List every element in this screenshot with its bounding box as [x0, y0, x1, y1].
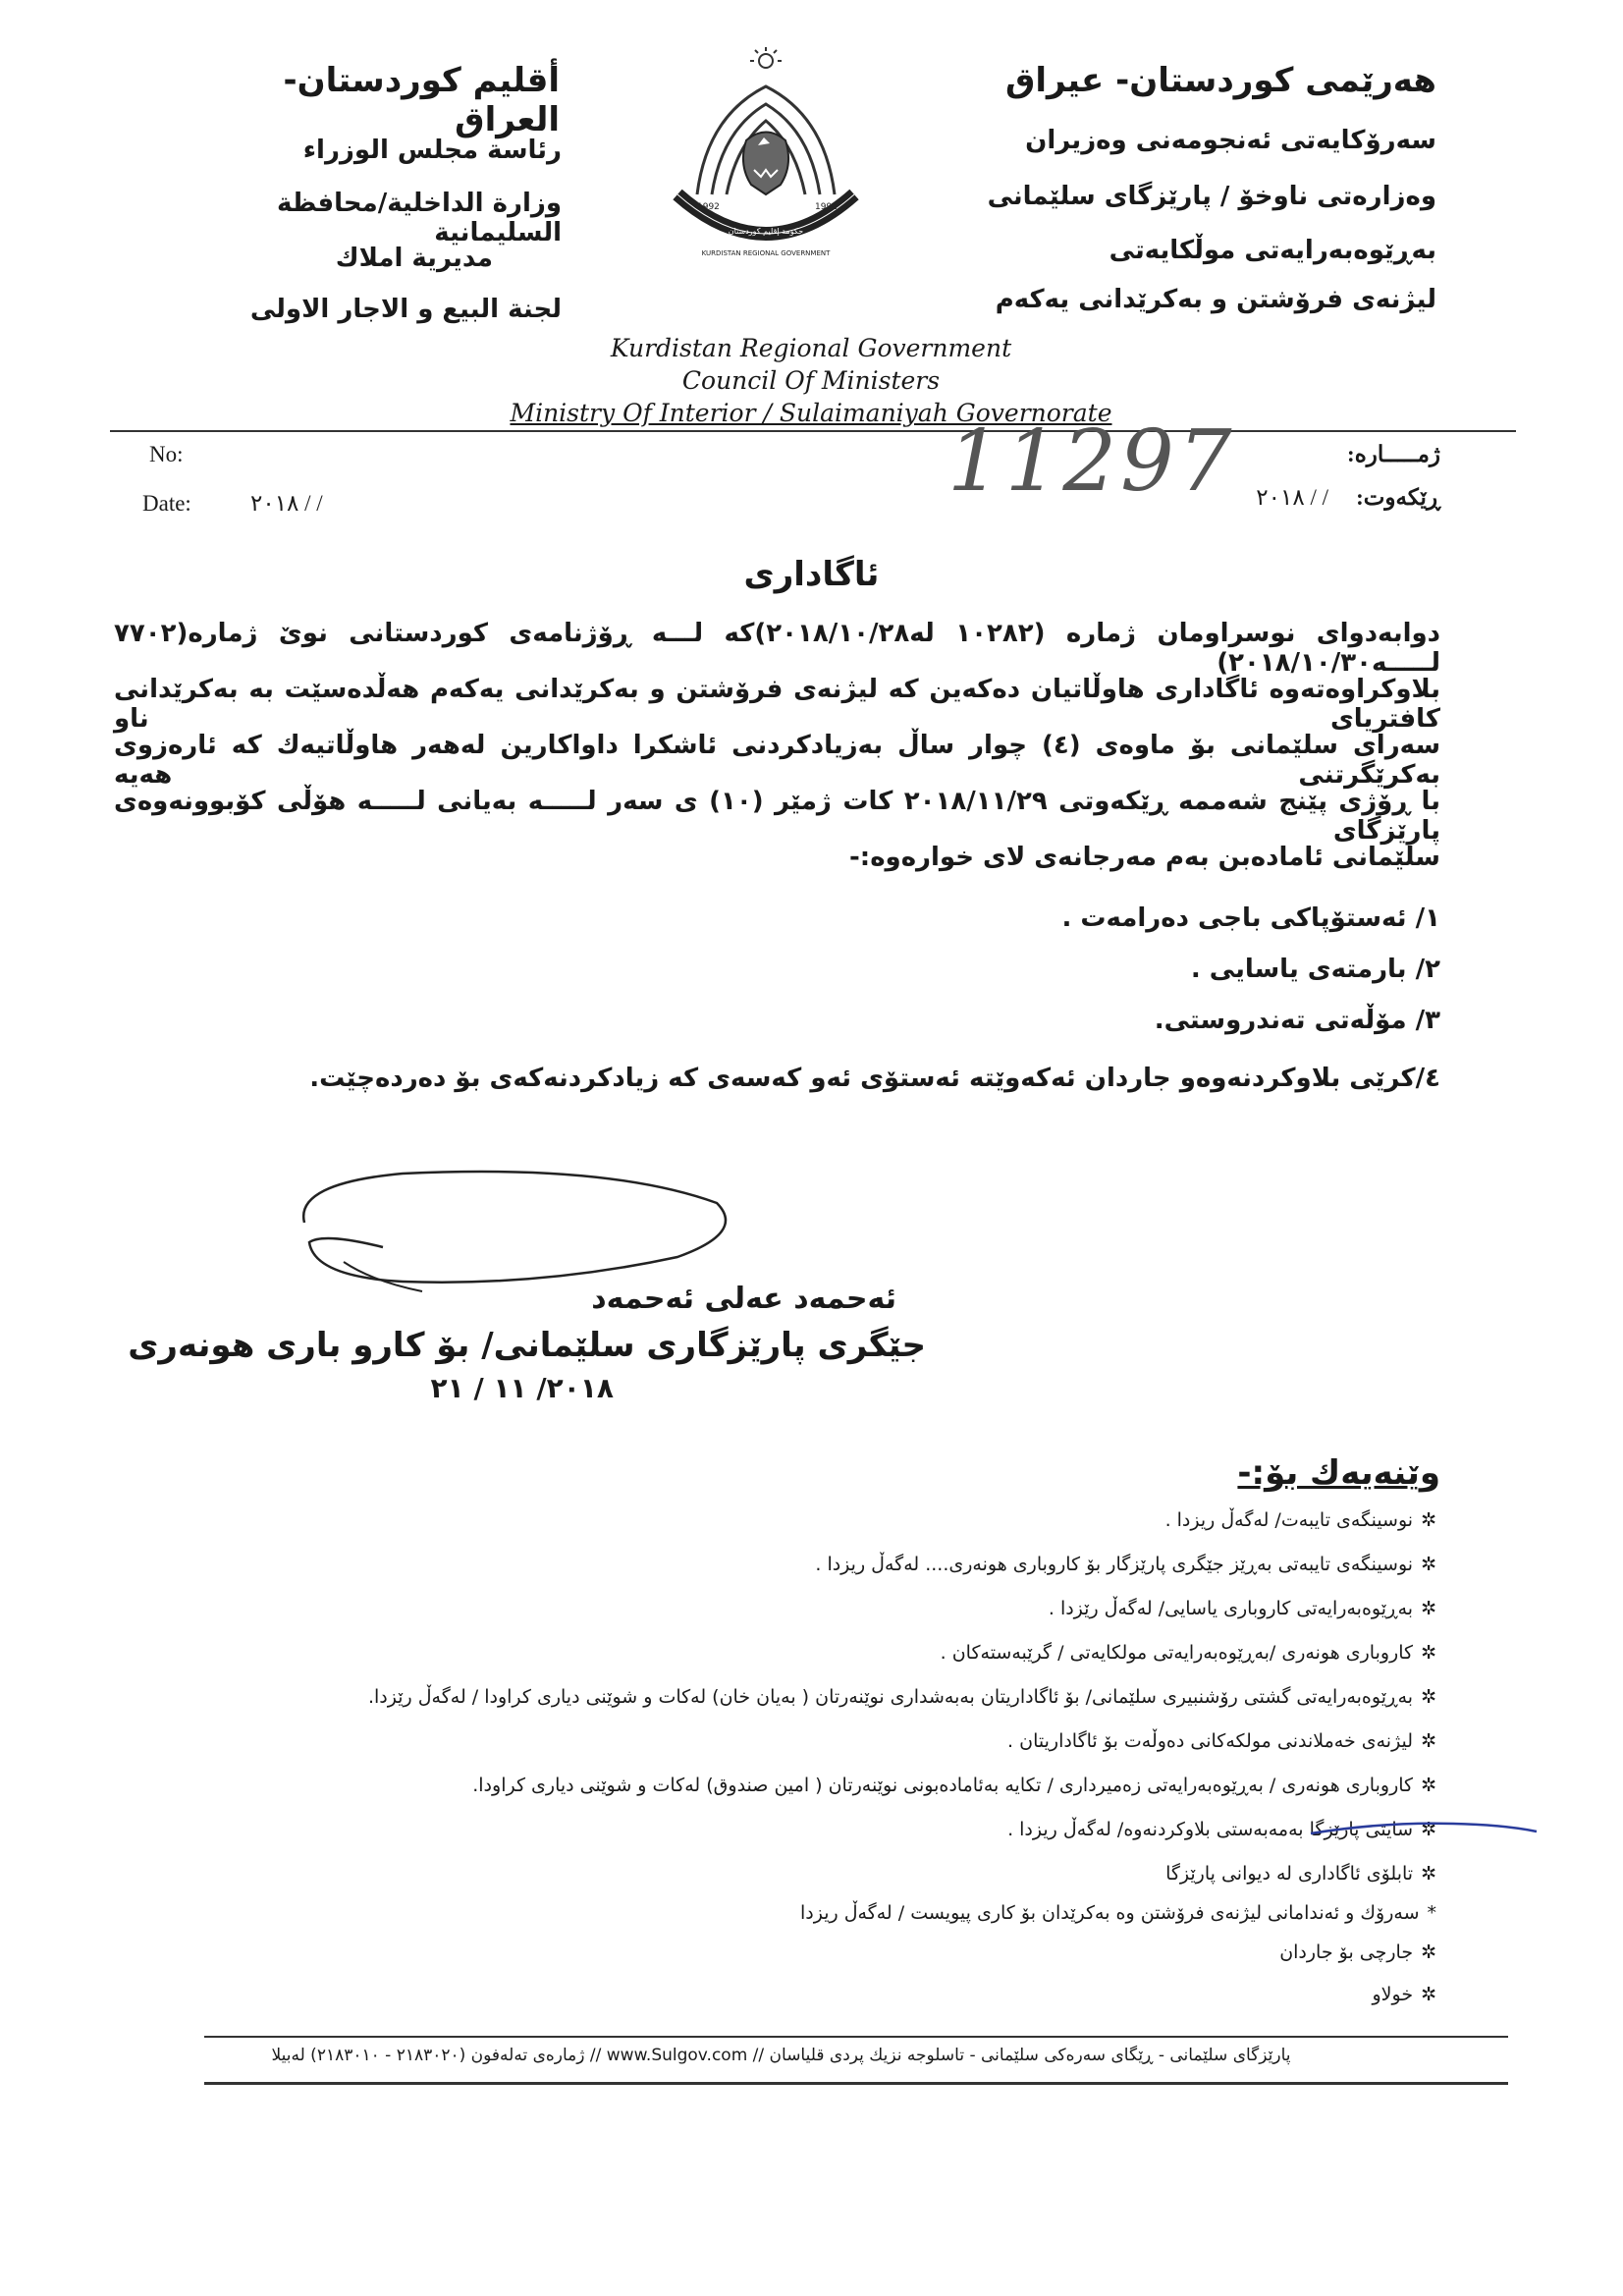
bullet-icon: *: [1427, 1902, 1436, 1924]
date-label-en: Date:: [142, 491, 191, 516]
cc-item: ✲بەڕێوەبەرایەتی كاروباری یاسایی/ لەگەڵ رێزدا .: [1048, 1598, 1436, 1619]
footer-divider-top: [204, 2036, 1508, 2038]
header-arabic-line-4: لجنة البيع و الاجار الاولى: [249, 295, 562, 324]
emblem-icon: [648, 47, 884, 268]
condition-item-3: ٣/ مۆڵەتی تەندروستی.: [1154, 1006, 1440, 1035]
signatory-name: ئەحمەد عەلی ئەحمەد: [591, 1282, 896, 1316]
condition-item-4: ٤/كرێی بلاوكردنەوەو جاردان ئەكەوێتە ئەستۆی ئەو كەسەی كە زیادكردنەكەی بۆ دەردەچێت.: [309, 1064, 1440, 1093]
cc-item: ✲لیژنەی خەملاندنی مولكەكانی دەوڵەت بۆ ئاگاداریتان .: [1007, 1730, 1436, 1752]
bullet-icon: ✲: [1421, 1686, 1436, 1708]
header-kurdish-line-3: بەڕێوەبەرایەتی موڵکایەتی: [1109, 236, 1436, 265]
cc-item: ✲كاروباری هونەری / بەڕێوەبەرایەتی زەمیرداری / تكایە بەئامادەبونی نوێنەرتان ( امین صندوق) لەكات و شوێنی دیاری كراودا.: [472, 1775, 1436, 1796]
seal-arabic-text: حكومة إقليم كوردستان: [728, 227, 804, 236]
footer-contact: پارێزگای سلێمانی - ڕێگای سەرەكی سلێمانی - تاسلوجە نزیك پردی قلیاسان // www.Sulgov.com // ژمارەی تەلەفون (٢١٨٣٠٢٠ - ٢١٨٣٠١٠) لەبیلا: [271, 2046, 1291, 2065]
cc-item: ✲نوسینگەی تایبەتی بەڕێز جێگری پارێزگار بۆ كاروباری هونەری.... لەگەڵ ریزدا .: [815, 1554, 1436, 1575]
header-kurdish-line-1: سەرۆکایەتی ئەنجومەنی وەزیران: [1025, 126, 1436, 155]
header-english-line-3: Ministry Of Interior / Sulaimaniyah Governorate: [510, 399, 1112, 427]
handwritten-document-number: 11297: [947, 412, 1236, 511]
pen-strikethrough-mark: [1306, 1812, 1542, 1841]
kurdistan-emblem-seal: [648, 47, 884, 268]
signatory-title: جێگری پارێزگاری سلێمانی/ بۆ كارو باری هونەری: [128, 1326, 926, 1365]
bullet-icon: ✲: [1421, 1984, 1436, 2005]
seal-year-right: 1992: [815, 202, 838, 212]
number-label-en: No:: [149, 442, 184, 466]
header-arabic-line-3: مديرية املاك: [335, 244, 493, 273]
cc-item: ✲كاروباری هونەری /بەڕێوەبەرایەتی مولكایەتی / گرێبەستەكان .: [940, 1642, 1436, 1664]
header-arabic-line-1: رئاسة مجلس الوزراء: [302, 136, 562, 165]
bullet-icon: ✲: [1421, 1598, 1436, 1619]
header-kurdish-line-2: وەزارەتی ناوخۆ / پارێزگای سلێمانی: [987, 182, 1436, 211]
bullet-icon: ✲: [1421, 1554, 1436, 1575]
paragraph-line-3: سەرای سلێمانی بۆ ماوەی (٤) چوار ساڵ بەزیادكردنی ئاشكرا داواكارین لەهەر هاوڵاتیەك كە ئارەزوی بەكرێگرتنی هەیە: [114, 731, 1441, 790]
cc-item: ✲جارچی بۆ جاردان: [1279, 1941, 1436, 1963]
date-value-en: / / ٢٠١٨: [250, 491, 323, 516]
footer-divider-bottom: [204, 2082, 1508, 2085]
cc-item: ✲خولاو: [1372, 1984, 1436, 2005]
bullet-icon: ✲: [1421, 1941, 1436, 1963]
cc-item: ✲بەڕێوەبەرایەتی گشتی رۆشنبیری سلێمانی/ بۆ ئاگاداریتان بەبەشداری نوێنەرتان ( بەیان خان) لەكات و شوێنی دیاری كراودا / لەگەڵ رێزدا.: [367, 1686, 1436, 1708]
cc-item: ✲نوسینگەی تایبەت/ لەگەڵ ریزدا .: [1164, 1509, 1436, 1531]
cc-item: *سەرۆك و ئەندامانی لیژنەی فرۆشتن وە بەكرێدان بۆ كاری پیویست / لەگەڵ ریزدا: [799, 1902, 1436, 1924]
header-arabic-title: أقليم كوردستان- العراق: [283, 61, 560, 139]
bullet-icon: ✲: [1421, 1775, 1436, 1796]
header-kurdish-title: هەرێمی کوردستان- عیراق: [1004, 61, 1436, 100]
cc-item: ✲تابلۆی ئاگاداری لە دیوانی پارێزگا: [1165, 1863, 1436, 1885]
paragraph-line-5: سلێمانی ئامادەبن بەم مەرجانەی لای خوارەوە:-: [849, 843, 1440, 872]
bullet-icon: ✲: [1421, 1509, 1436, 1531]
seal-english-text: KURDISTAN REGIONAL GOVERNMENT: [701, 249, 831, 257]
date-label-ku: ڕێکەوت:: [1356, 485, 1440, 510]
cc-title: وێنەیەك بۆ:-: [1237, 1453, 1440, 1493]
header-english-line-2: Council Of Ministers: [681, 366, 941, 395]
cc-item: ✲سایتی پارێزگا بەمەبەستی بلاوكردنەوە/ لەگەڵ ریزدا .: [1007, 1819, 1436, 1840]
paragraph-line-4: با ڕۆژی پێنج شەممە ڕێكەوتی ٢٠١٨/١١/٢٩ كات ژمێر (١٠) ی سەر لـــــه بەیانی لـــــه هۆڵی كۆبوونەوەی پارێزگای: [114, 787, 1440, 846]
condition-item-2: ٢/ بارمتەی یاسایی .: [1190, 955, 1440, 984]
number-label-ku: ژمـــــاره:: [1347, 442, 1440, 466]
signature-date: ٢٠١٨/ ١١ / ٢١: [430, 1372, 614, 1404]
bullet-icon: ✲: [1421, 1819, 1436, 1840]
seal-year-left: 1992: [697, 202, 720, 212]
paragraph-line-2: بلاوكراوەتەوە ئاگاداری هاوڵاتیان دەكەین كه لیژنەی فرۆشتن و بەكرێدانی یەكەم هەڵدەسێت بە بەكرێدانی كافتریای ناو: [114, 675, 1440, 734]
notice-title: ئاگاداری: [743, 555, 880, 594]
header-english-line-1: Kurdistan Regional Government: [610, 334, 1012, 362]
condition-item-1: ١/ ئەستۆپاكی باجی دەرامەت .: [1061, 903, 1440, 933]
bullet-icon: ✲: [1421, 1863, 1436, 1885]
date-value-ku: / / ٢٠١٨: [1256, 485, 1328, 510]
paragraph-line-1: دوابەدوای نوسراومان ژماره (١٠٢٨٢ له٢٠١٨/١٠/٢٨)كه لـــه ڕۆژنامەی كوردستانی نوێ ژماره(٧٧٠٢ لـــــه٢٠١٨/١٠/٣٠): [114, 619, 1440, 678]
bullet-icon: ✲: [1421, 1642, 1436, 1664]
header-kurdish-line-4: لیژنەی فرۆشتن و بەکرێدانی یەکەم: [995, 285, 1436, 314]
bullet-icon: ✲: [1421, 1730, 1436, 1752]
header-arabic-line-2: وزارة الداخلية/محافظة السليمانية: [277, 189, 562, 247]
header-divider: [110, 430, 1516, 432]
